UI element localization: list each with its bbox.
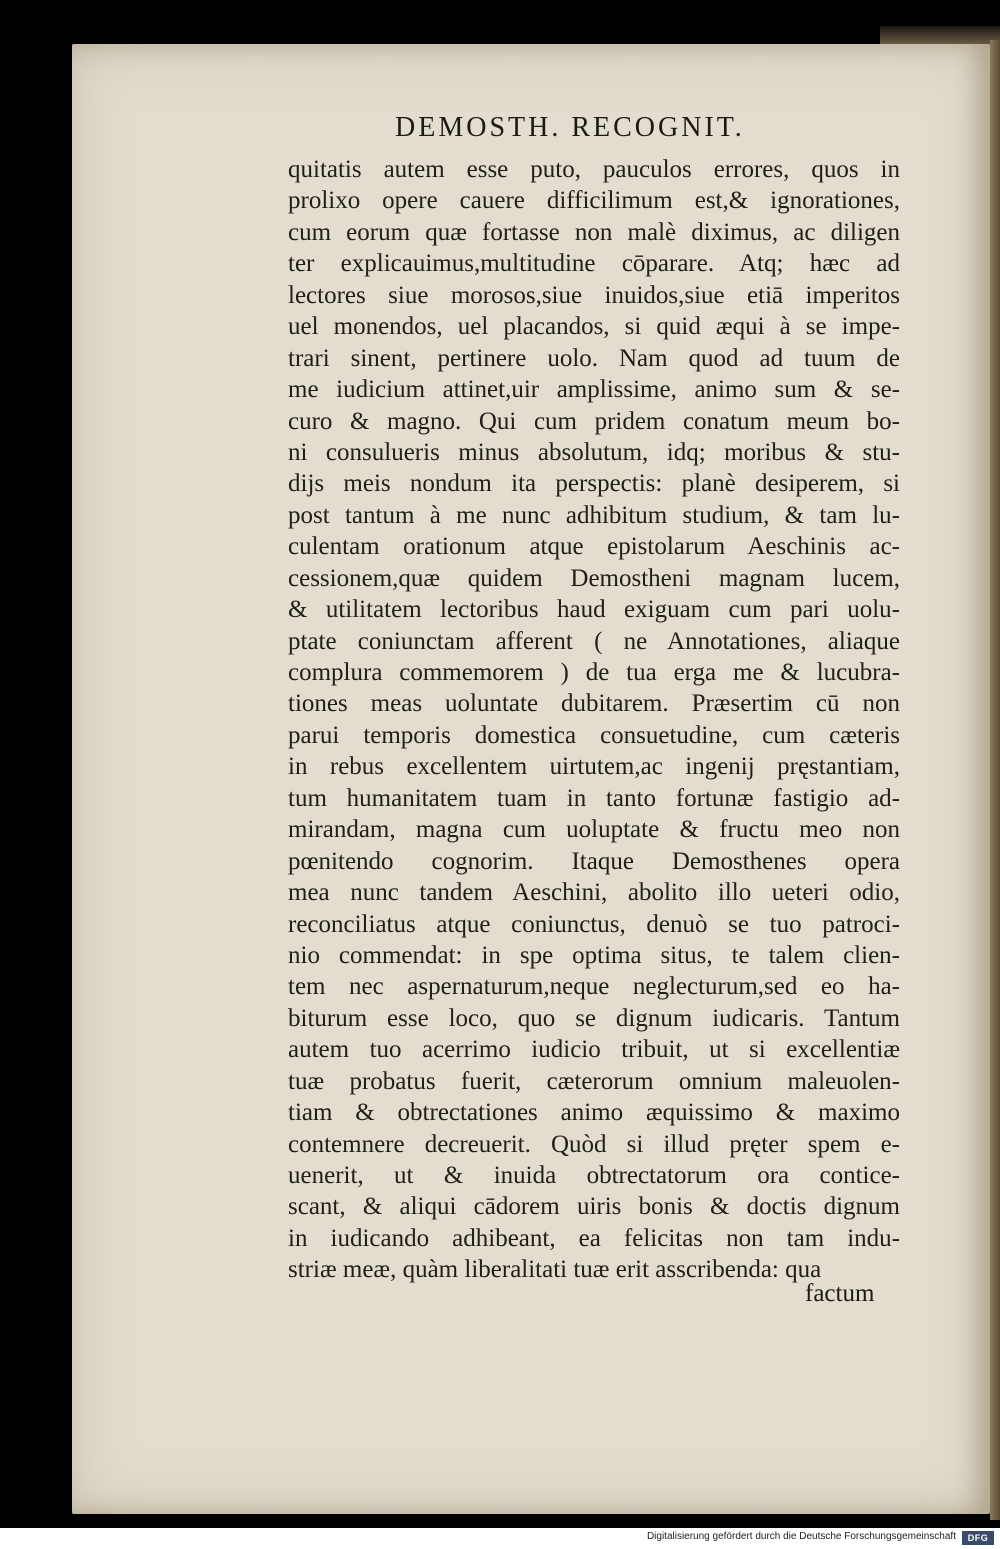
text-line: contemnere decreuerit. Quòd si illud pręter spem e- <box>288 1130 900 1158</box>
text-line: culentam orationum atque epistolarum Aeschinis ac- <box>288 533 900 561</box>
text-line: reconciliatus atque coniunctus, denuò se tuo patroci- <box>288 910 900 938</box>
text-line: autem tuo acerrimo iudicio tribuit, ut si excellentiæ <box>288 1036 900 1064</box>
text-line: mea nunc tandem Aeschini, abolito illo ueteri odio, <box>288 879 900 907</box>
text-line: uenerit, ut & inuida obtrectatorum ora contice- <box>288 1162 900 1189</box>
running-head: DEMOSTH. RECOGNIT. <box>395 112 745 143</box>
text-line: pœnitendo cognorim. Itaque Demosthenes opera <box>288 847 900 875</box>
text-line: uel monendos, uel placandos, si quid æqui à se impe- <box>288 313 900 341</box>
text-line: mirandam, magna cum uoluptate & fructu meo non <box>288 816 900 844</box>
text-line: quitatis autem esse puto, pauculos errores, quos in <box>288 156 900 183</box>
text-line: prolixo opere cauere difficilimum est,& ignorationes, <box>288 187 900 215</box>
text-line: me iudicium attinet,uir amplissime, animo sum & se- <box>288 376 900 404</box>
footer-bar <box>0 1528 1000 1549</box>
text-line: & utilitatem lectoribus haud exiguam cum pari uolu- <box>288 596 900 624</box>
text-line: dijs meis nondum ita perspectis: planè desiperem, si <box>288 470 900 498</box>
catchword: factum <box>805 1280 875 1307</box>
dfg-logo: DFG <box>962 1531 994 1545</box>
text-line: trari sinent, pertinere uolo. Nam quod ad tuum de <box>288 344 900 372</box>
text-line: tuæ probatus fuerit, cæterorum omnium maleuolen- <box>288 1067 900 1095</box>
text-line: biturum esse loco, quo se dignum iudicaris. Tantum <box>288 1004 900 1032</box>
text-line: nio commendat: in spe optima situs, te talem clien- <box>288 941 900 969</box>
text-line: tem nec aspernaturum,neque neglecturum,sed eo ha- <box>288 973 900 1001</box>
text-line: curo & magno. Qui cum pridem conatum meum bo- <box>288 407 900 435</box>
text-line: striæ meæ, quàm liberalitati tuæ erit asscribenda: qua <box>288 1256 822 1284</box>
text-line: in rebus excellentem uirtutem,ac ingenij pręstantiam, <box>288 753 900 781</box>
text-line: ni consulueris minus absolutum, idq; moribus & stu- <box>288 438 900 466</box>
text-line: lectores siue morosos,siue inuidos,siue etiā imperitos <box>288 281 900 309</box>
text-line: ptate coniunctam afferent ( ne Annotationes, aliaque <box>288 627 900 655</box>
book-fore-edge <box>990 40 1000 1520</box>
text-line: parui temporis domestica consuetudine, cum cæteris <box>288 721 900 749</box>
text-line: cum eorum quæ fortasse non malè diximus, ac diligen <box>288 218 900 246</box>
text-line: scant, & aliqui cādorem uiris bonis & doctis dignum <box>288 1193 900 1221</box>
text-line: tiam & obtrectationes animo æquissimo & maximo <box>288 1099 900 1127</box>
text-line: tiones meas uoluntate dubitarem. Præsertim cū non <box>288 690 900 718</box>
text-line: cessionem,quæ quidem Demostheni magnam lucem, <box>288 564 900 592</box>
text-line: ter explicauimus,multitudine cōparare. Atq; hæc ad <box>288 250 900 278</box>
text-line: complura commemorem ) de tua erga me & lucubra- <box>288 659 900 686</box>
text-line: post tantum à me nunc adhibitum studium, & tam lu- <box>288 501 900 529</box>
text-block <box>288 154 900 1286</box>
text-line: tum humanitatem tuam in tanto fortunæ fastigio ad- <box>288 784 900 812</box>
footer-credit: Digitalisierung gefördert durch die Deutsche Forschungsgemeinschaft <box>646 1531 956 1542</box>
text-line: in iudicando adhibeant, ea felicitas non tam indu- <box>288 1224 900 1252</box>
